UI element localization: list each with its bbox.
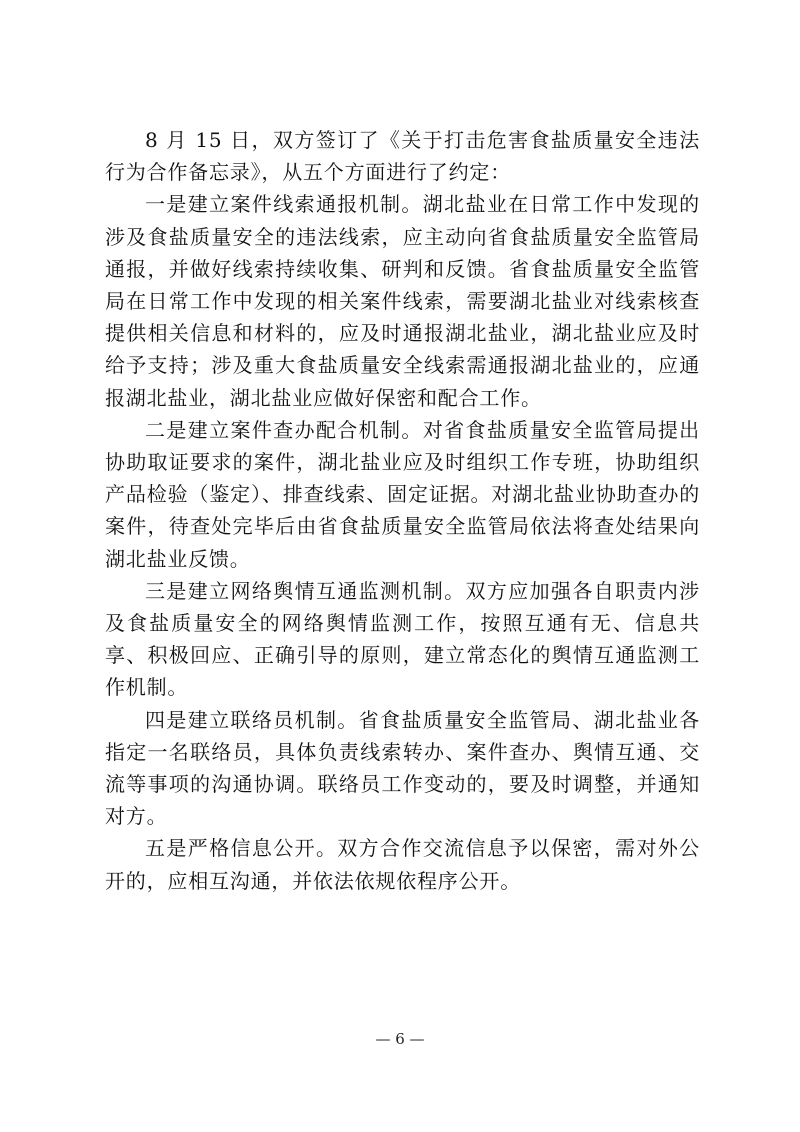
paragraph-public-opinion-monitoring: 三是建立网络舆情互通监测机制。双方应加强各自职责内涉及食盐质量安全的网络舆情监测工作，按照互通有无、信息共享、积极回应、正确引导的原则，建立常态化的舆情互通监测工作机制。 [105,578,700,700]
paragraph-case-clue-reporting: 一是建立案件线索通报机制。湖北盐业在日常工作中发现的涉及食盐质量安全的违法线索，应主动向省食盐质量安全监管局通报，并做好线索持续收集、研判和反馈。省食盐质量安全监管局在日常工作中发现的相关案件线索，需要湖北盐业对线索核查提供相关信息和材料的，应及时通报湖北盐业，湖北盐业应及时给予支持；涉及重大食盐质量安全线索需通报湖北盐业的，应通报湖北盐业，湖北盐业应做好保密和配合工作。 [105,192,700,410]
paragraph-information-disclosure: 五是严格信息公开。双方合作交流信息予以保密，需对外公开的，应相互沟通，并依法依规依程序公开。 [105,836,700,893]
page-number: — 6 — [375,1030,425,1048]
paragraph-case-investigation-cooperation: 二是建立案件查办配合机制。对省食盐质量安全监管局提出协助取证要求的案件，湖北盐业应及时组织工作专班，协助组织产品检验（鉴定）、排查线索、固定证据。对湖北盐业协助查办的案件，待查处完毕后由省食盐质量安全监管局依法将查处结果向湖北盐业反馈。 [105,417,700,571]
paragraph-liaison-mechanism: 四是建立联络员机制。省食盐质量安全监管局、湖北盐业各指定一名联络员，具体负责线索转办、案件查办、舆情互通、交流等事项的沟通协调。联络员工作变动的，要及时调整，并通知对方。 [105,707,700,829]
paragraph-intro: 8 月 15 日，双方签订了《关于打击危害食盐质量安全违法行为合作备忘录》，从五个方面进行了约定： [105,128,700,185]
document-body [105,124,700,897]
